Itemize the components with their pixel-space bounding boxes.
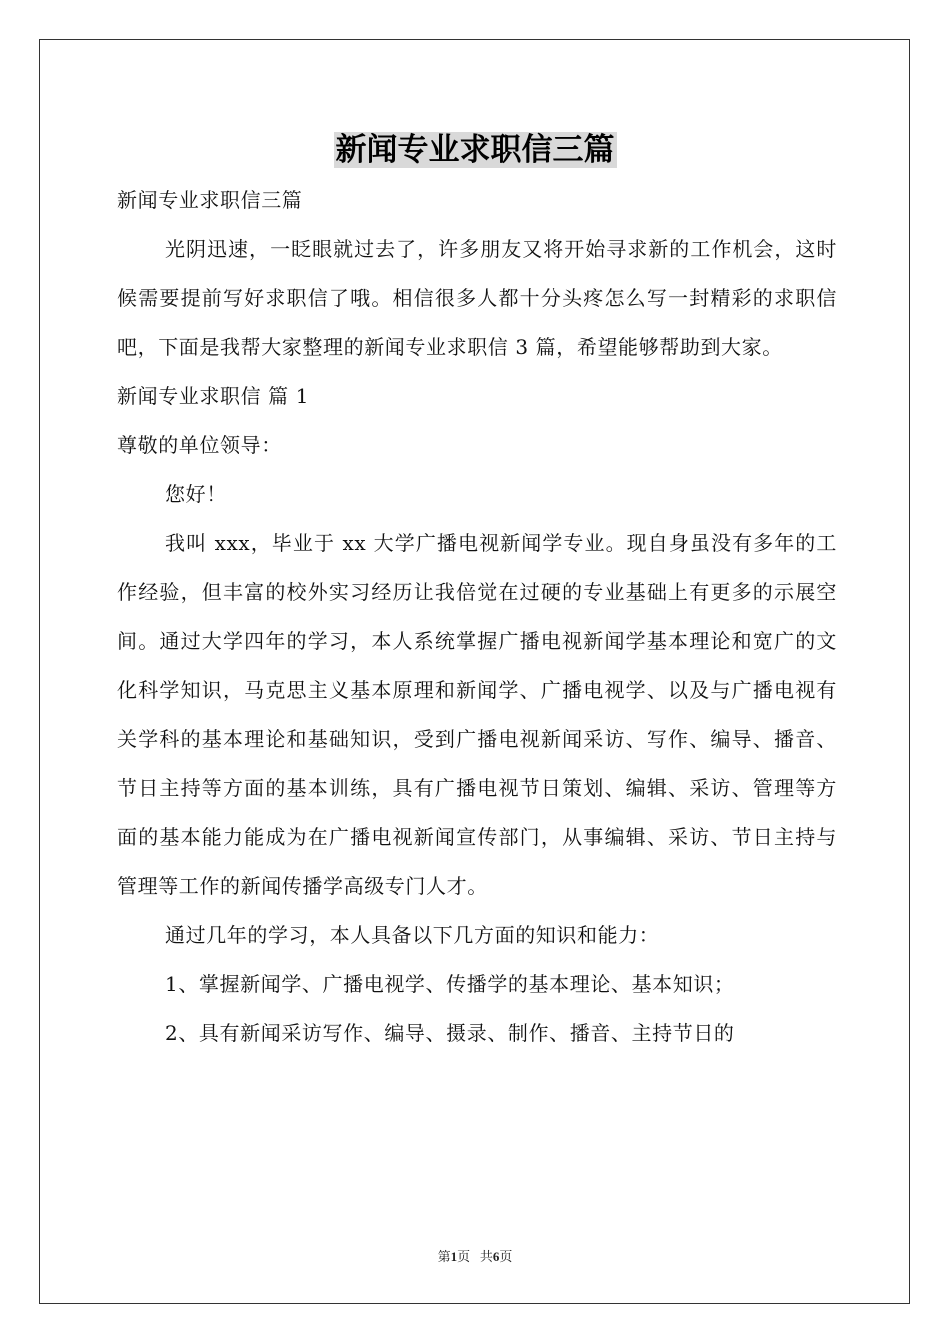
paragraph: 新闻专业求职信 篇 1 xyxy=(117,384,310,408)
page-label-suffix: 页 xyxy=(457,1249,471,1264)
paragraph: 尊敬的单位领导： xyxy=(117,433,282,457)
page-footer xyxy=(0,1246,950,1265)
document-title-text: 新闻专业求职信三篇 xyxy=(335,132,615,168)
paragraph: 您好！ xyxy=(165,482,227,506)
total-label-suffix: 页 xyxy=(499,1249,513,1264)
page-number: 1 xyxy=(450,1249,458,1264)
paragraph: 新闻专业求职信三篇 xyxy=(117,188,303,212)
paragraph: 光阴迅速，一眨眼就过去了，许多朋友又将开始寻求新的工作机会，这时候需要提前写好求职信了哦。相信很多人都十分头疼怎么写一封精彩的求职信吧，下面是我帮大家整理的新闻专业求职信 3 篇，希望能够帮助到大家。 xyxy=(117,237,837,359)
page-label-prefix: 第 xyxy=(437,1249,451,1264)
total-label-prefix: 共 xyxy=(479,1249,493,1264)
paragraph: 1、掌握新闻学、广播电视学、传播学的基本理论、基本知识； xyxy=(165,972,735,996)
paragraph: 我叫 xxx，毕业于 xx 大学广播电视新闻学专业。现自身虽没有多年的工作经验，但丰富的校外实习经历让我倍觉在过硬的专业基础上有更多的示展空间。通过大学四年的学习，本人系统掌握广播电视新闻学基本理论和宽广的文化科学知识，马克思主义基本原理和新闻学、广播电视学、以及与广播电视有关学科的基本理论和基础知识，受到广播电视新闻采访、写作、编导、播音、节日主持等方面的基本训练，具有广播电视节日策划、编辑、采访、管理等方面的基本能力能成为在广播电视新闻宣传部门，从事编辑、采访、节日主持与管理等工作的新闻传播学高级专门人才。 xyxy=(117,531,837,898)
document-body xyxy=(117,176,837,1058)
paragraph: 2、具有新闻采访写作、编导、摄录、制作、播音、主持节日的 xyxy=(165,1021,735,1045)
document-title xyxy=(0,128,950,172)
paragraph: 通过几年的学习，本人具备以下几方面的知识和能力： xyxy=(165,923,660,947)
total-pages: 6 xyxy=(492,1249,500,1264)
